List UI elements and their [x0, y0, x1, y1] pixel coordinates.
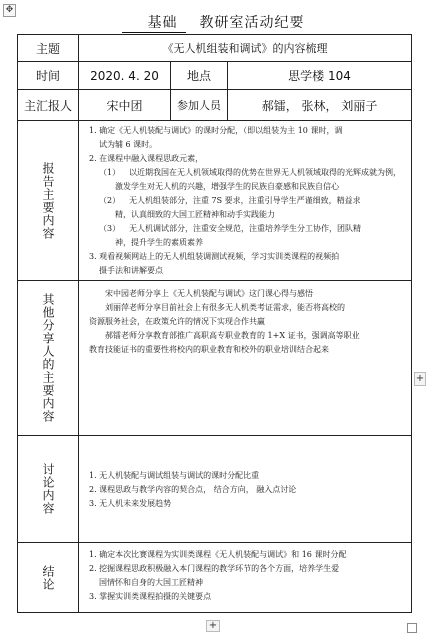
row-people: [18, 90, 412, 121]
title-text: 教研室活动纪要: [199, 15, 305, 31]
page-title: [0, 12, 426, 33]
table-resize-handle[interactable]: [407, 623, 417, 633]
others-line: 郝镭老师分享教育部推广高职高专职业教育的 1+X 证书，强调高等职业: [105, 331, 360, 340]
discussion-content[interactable]: [79, 436, 412, 543]
add-column-button[interactable]: +: [415, 373, 425, 384]
report-line: 精，认真细致的大国工匠精神和动手实践能力: [115, 210, 275, 219]
conclusion-content[interactable]: [79, 543, 412, 613]
report-line: 以近期我国在无人机领域取得的优势在世界无人机领域取得的光辉成就为例，: [129, 168, 401, 177]
conclusion-item: 2. 挖掘课程思政积极融入本门课程的教学环节的各个方面，培养学生爱: [89, 564, 340, 573]
row-time: [18, 62, 412, 90]
label-discussion: 讨论内容: [41, 463, 55, 515]
report-line: 摄手法和讲解要点: [99, 266, 163, 275]
report-line: 无人机调试部分，注重安全规范，注重培养学生分工协作，团队精: [129, 224, 361, 233]
report-line: 激发学生对无人机的兴趣，增强学生的民族自豪感和民族自信心: [115, 182, 339, 191]
report-line: 1. 确定《无人机装配与调试》的课时分配，（即以组装为主 10 课时，调: [89, 126, 343, 135]
label-conclusion-cell: [18, 543, 79, 613]
value-date[interactable]: 2020. 4. 20: [79, 62, 171, 90]
label-others-cell: [18, 281, 79, 436]
label-report: 报告主要内容: [41, 161, 55, 240]
row-discussion: [18, 436, 412, 543]
value-topic[interactable]: 《无人机组装和调试》的内容梳理: [79, 35, 412, 62]
report-line: 无人机组装部分，注重 7S 要求，注重引导学生严谨细致，精益求: [129, 196, 361, 205]
value-host[interactable]: 宋中团: [79, 90, 171, 121]
row-conclusion: [18, 543, 412, 613]
label-topic: 主题: [18, 35, 79, 62]
others-line: 资源服务社会，在政策允许的情况下实现合作共赢: [89, 317, 265, 326]
value-participants[interactable]: 郝镭， 张林， 刘丽子: [228, 90, 412, 121]
conclusion-item: 1. 确定本次比赛课程为实训类课程《无人机装配与调试》和 16 课时分配: [89, 550, 347, 559]
report-sub-number: （3）: [99, 224, 121, 233]
report-line: 试为辅 6 课时。: [99, 140, 158, 149]
discussion-item: 2. 课程思政与教学内容的契合点， 结合方向， 融入点讨论: [89, 484, 297, 494]
label-others: 其他分享人的主要内容: [41, 293, 55, 423]
table-move-handle[interactable]: ✥: [3, 4, 16, 17]
report-sub-number: （2）: [99, 196, 121, 205]
report-line: 神，提升学生的素质素养: [115, 238, 203, 247]
row-others: [18, 281, 412, 436]
discussion-item: 1. 无人机装配与调试组装与调试的课时分配比重: [89, 470, 260, 480]
report-content[interactable]: [79, 121, 412, 281]
label-report-cell: [18, 121, 79, 281]
value-location[interactable]: 思学楼 104: [228, 62, 412, 90]
report-line: 2. 在课程中融入课程思政元素，: [89, 154, 204, 163]
conclusion-item: 3. 掌握实训类课程拍摄的关键要点: [89, 592, 212, 601]
others-line: 宋中园老师分享上《无人机装配与调试》这门课心得与感悟: [105, 289, 313, 298]
add-row-button[interactable]: +: [206, 620, 220, 632]
label-discussion-cell: [18, 436, 79, 543]
conclusion-item: 国情怀和自身的大国工匠精神: [99, 578, 203, 587]
label-conclusion: 结论: [41, 564, 55, 591]
row-topic: [18, 35, 412, 62]
department-name: 基础: [122, 12, 186, 33]
label-host: 主汇报人: [18, 90, 79, 121]
label-participants: 参加人员: [171, 90, 228, 121]
label-place: 地点: [171, 62, 228, 90]
label-time: 时间: [18, 62, 79, 90]
report-line: 3. 观看视频网站上的无人机组装调测试视频，学习实训类课程的视频拍: [89, 252, 340, 261]
others-line: 教育技能证书的重要性将校内的职业教育和校外的职业培训结合起来: [89, 345, 329, 354]
minutes-table: [17, 34, 412, 613]
others-content[interactable]: [79, 281, 412, 436]
row-report: [18, 121, 412, 281]
others-line: 刘丽萍老师分享目前社会上有很多无人机类考证需求，能否将高校的: [105, 303, 345, 312]
report-sub-number: （1）: [99, 168, 121, 177]
discussion-item: 3. 无人机未来发展趋势: [89, 498, 172, 508]
